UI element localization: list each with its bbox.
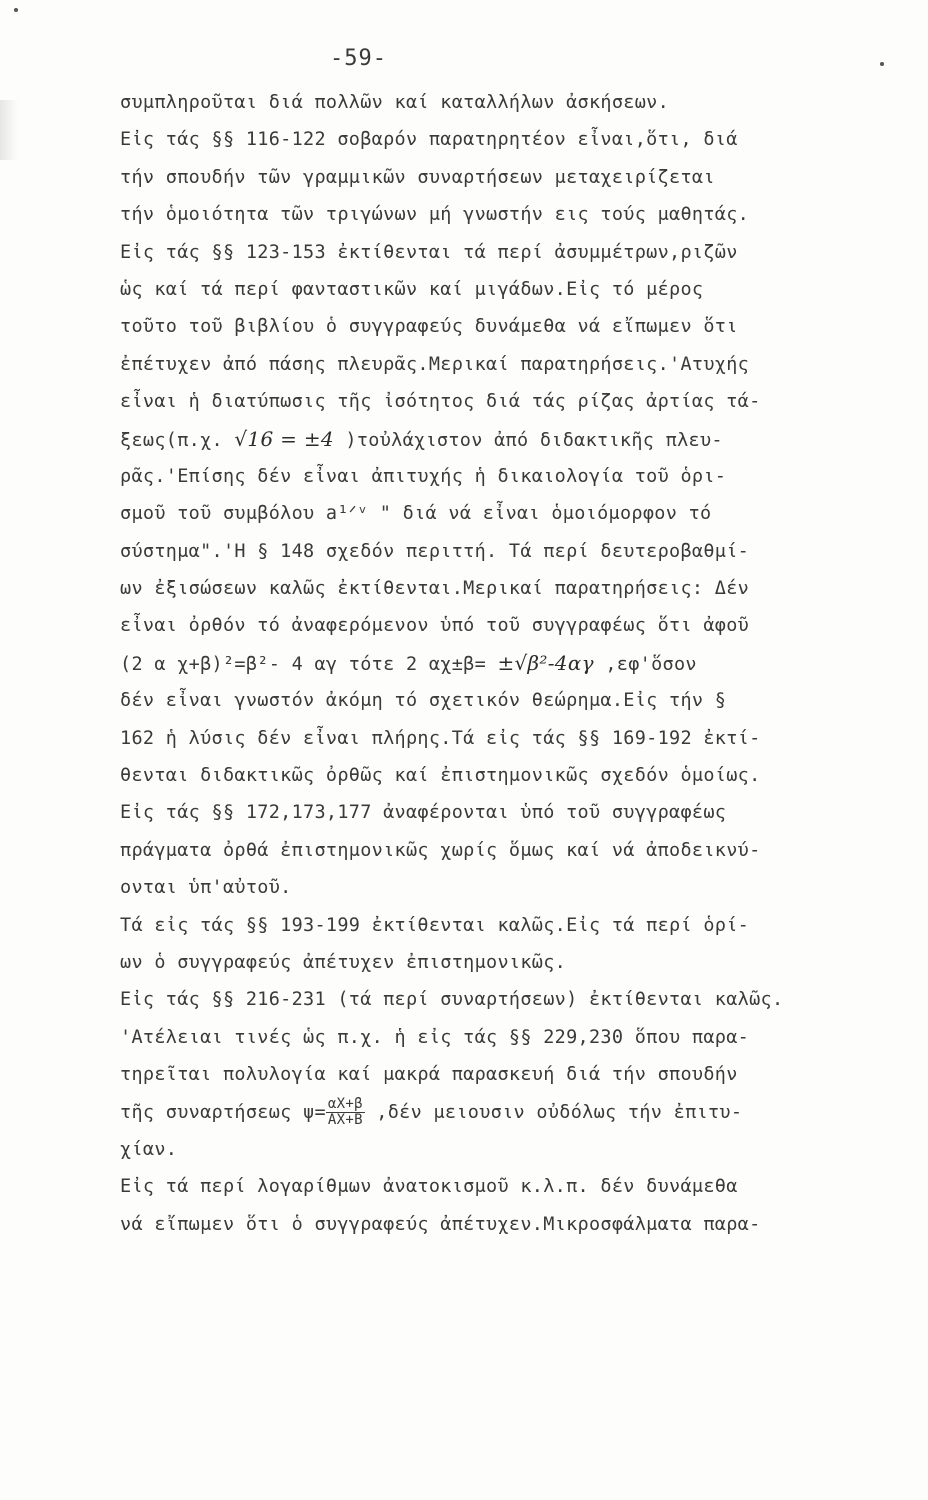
fraction-denominator: ΑΧ+Β	[327, 1112, 363, 1129]
fraction-numerator: αΧ+β	[327, 1096, 363, 1113]
handwritten-formula: √16 = ±4	[234, 426, 334, 451]
handwritten-formula: ±√β²-4αγ	[497, 650, 594, 675]
text-line: ρᾶς.'Επίσης δέν εἶναι ἀπιτυχής ἡ δικαιολογία τοῦ ὁρι-	[120, 465, 727, 487]
text-segment: ,εφ'ὅσον	[593, 653, 697, 675]
text-line: Τά εἰς τάς §§ 193-199 ἐκτίθενται καλῶς.Εἰς τά περί ὁρί-	[120, 914, 750, 936]
scan-speck	[14, 8, 18, 12]
text-line: 'Ατέλειαι τινές ὡς π.χ. ἡ εἰς τάς §§ 229,230 ὅπου παρα-	[120, 1026, 750, 1048]
text-line: τήν σπουδήν τῶν γραμμικῶν συναρτήσεων μεταχειρίζεται	[120, 166, 715, 188]
text-line: Εἰς τάς §§ 172,173,177 ἀναφέρονται ὑπό τοῦ συγγραφέως	[120, 802, 727, 824]
text-line: ἐπέτυχεν ἀπό πάσης πλευρᾶς.Μερικαί παρατηρήσεις.'Ατυχής	[120, 353, 750, 375]
text-line: ὡς καί τά περί φανταστικῶν καί μιγάδων.Εἰς τό μέρος	[120, 278, 704, 300]
scan-speck	[880, 62, 884, 66]
text-line: τήν ὁμοιότητα τῶν τριγώνων μή γνωστήν εις τούς μαθητάς.	[120, 204, 750, 226]
page-number: -59-	[330, 46, 387, 71]
text-line: νά εἴπωμεν ὅτι ὁ συγγραφεύς ἀπέτυχεν.Μικροσφάλματα παρα-	[120, 1213, 761, 1235]
text-line: σύστημα".'Η § 148 σχεδόν περιττή. Τά περί δευτεροβαθμί-	[120, 540, 750, 562]
text-line: 162 ἡ λύσις δέν εἶναι πλήρης.Τά εἰς τάς §§ 169-192 ἐκτί-	[120, 727, 761, 749]
text-line: πράγματα ὀρθά ἐπιστημονικῶς χωρίς ὅμως καί νά ἀποδεικνύ-	[120, 839, 761, 861]
text-line: σμοῦ τοῦ συμβόλου a¹ᐟᵛ " διά νά εἶναι ὁμοιόμορφον τό	[120, 503, 712, 525]
scan-edge-shadow	[0, 100, 18, 160]
text-segment: (2 α χ+β)²=β²- 4 αγ τότε 2 αχ±β=	[120, 653, 498, 675]
text-segment: τῆς συναρτήσεως ψ=	[120, 1101, 326, 1123]
text-segment: ξεως(π.χ.	[120, 429, 235, 451]
text-line-with-handwritten-formula	[120, 421, 890, 458]
text-line: δέν εἶναι γνωστόν ἀκόμη τό σχετικόν θεώρημα.Εἰς τήν §	[120, 690, 727, 712]
text-line: ονται ὑπ'αὐτοῦ.	[120, 877, 292, 899]
text-line-with-fraction	[120, 1094, 890, 1131]
text-line: τηρεῖται πολυλογία καί μακρά παρασκευή διά τήν σπουδήν	[120, 1064, 738, 1086]
text-line: εἶναι ἡ διατύπωσις τῆς ἰσότητος διά τάς ρίζας ἀρτίας τά-	[120, 391, 761, 413]
text-line: συμπληροῦται διά πολλῶν καί καταλλήλων ἀσκήσεων.	[120, 92, 670, 113]
text-segment: )τοὐλάχιστον ἀπό διδακτικῆς πλευ-	[333, 429, 723, 451]
text-line: ων ὁ συγγραφεύς ἀπέτυχεν ἐπιστημονικῶς.	[120, 951, 567, 973]
text-line: ων ἐξισώσεων καλῶς ἐκτίθενται.Μερικαί παρατηρήσεις: Δέν	[120, 578, 750, 600]
text-line-with-handwritten-formula	[120, 645, 890, 682]
text-line: Εἰς τάς §§ 216-231 (τά περί συναρτήσεων) ἐκτίθενται καλῶς.	[120, 989, 784, 1011]
text-line: Εἰς τάς §§ 116-122 σοβαρόν παρατηρητέον εἶναι,ὅτι, διά	[120, 129, 738, 151]
text-line: θενται διδακτικῶς ὀρθῶς καί ἐπιστημονικῶς σχεδόν ὁμοίως.	[120, 765, 761, 787]
text-line: Εἰς τάς §§ 123-153 ἐκτίθενται τά περί ἀσυμμέτρων,ριζῶν	[120, 241, 738, 263]
text-line: εἶναι ὀρθόν τό ἀναφερόμενον ὑπό τοῦ συγγραφέως ὅτι ἀφοῦ	[120, 615, 750, 637]
text-line: χίαν.	[120, 1138, 178, 1160]
fraction	[326, 1097, 365, 1128]
text-segment: ,δέν μειουσιν οὐδόλως τήν ἐπιτυ-	[364, 1101, 743, 1123]
text-line: Εἰς τά περί λογαρίθμων ἀνατοκισμοῦ κ.λ.π. δέν δυνάμεθα	[120, 1176, 738, 1198]
typed-text-body	[120, 84, 890, 1243]
text-line: τοῦτο τοῦ βιβλίου ὁ συγγραφεύς δυνάμεθα νά εἴπωμεν ὅτι	[120, 316, 738, 338]
